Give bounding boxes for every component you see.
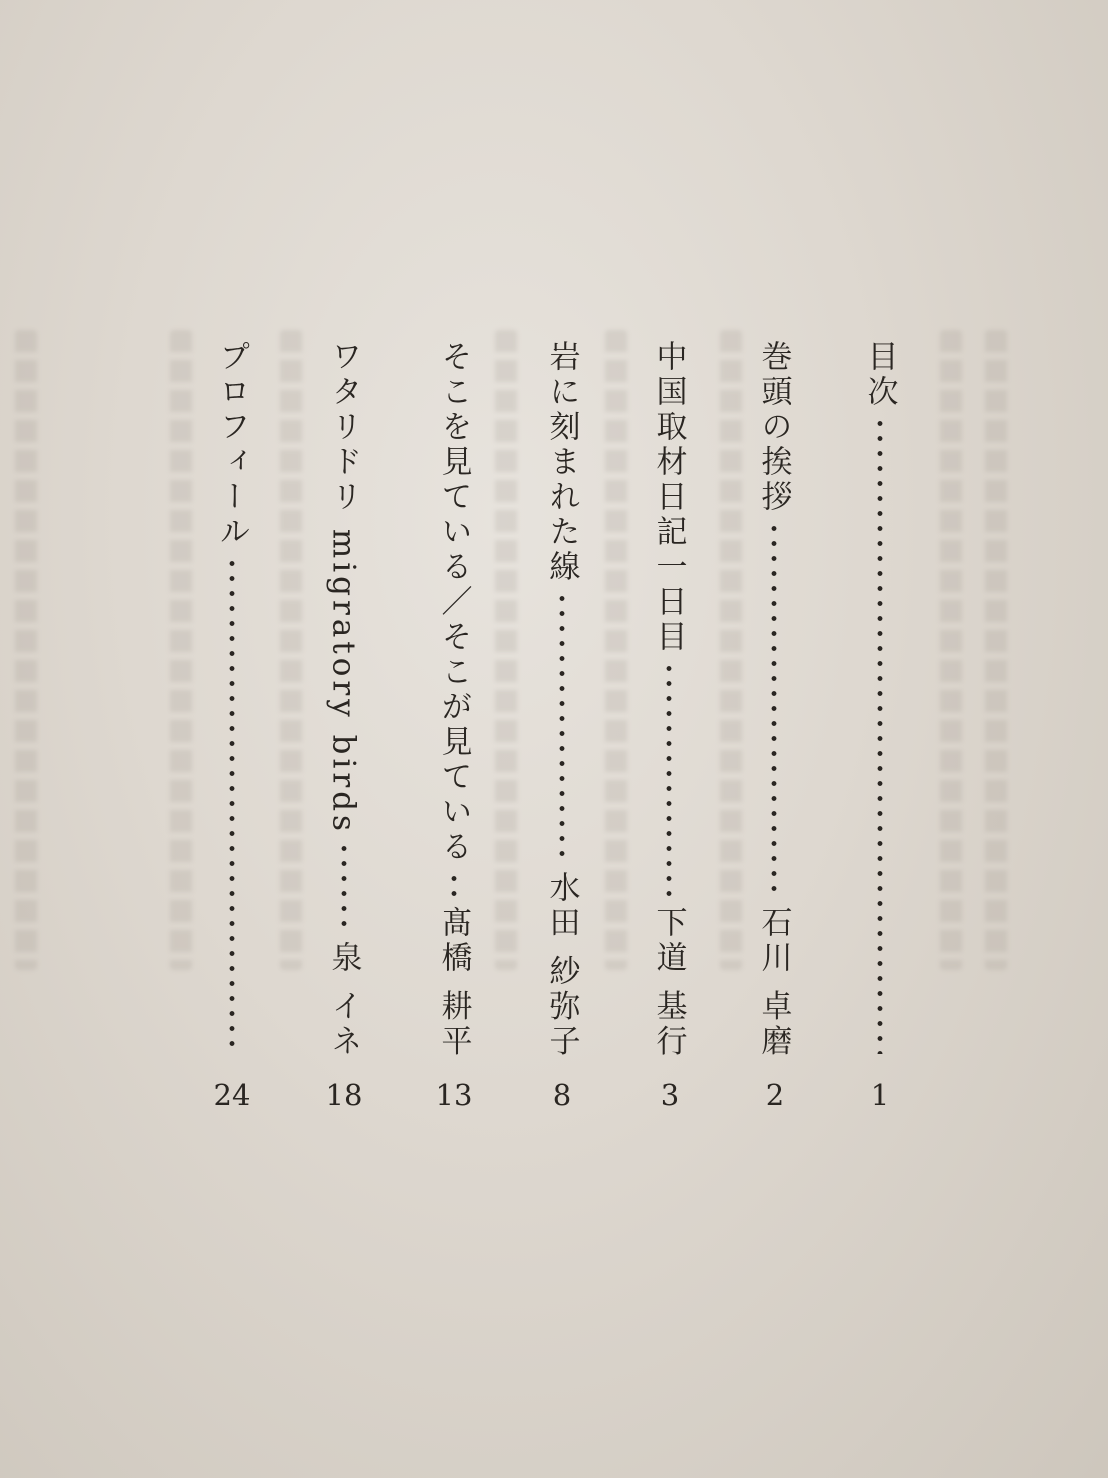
toc-entry-page: 24	[213, 1078, 251, 1112]
dot-leader	[228, 556, 236, 1054]
dot-leader	[665, 661, 673, 900]
toc-entry-title: ワタリドリ migratory birds	[325, 340, 362, 835]
toc-entry[interactable]	[322, 340, 366, 1060]
toc-entry-page: 3	[660, 1078, 680, 1112]
toc-entry-author: 髙橋 耕平	[435, 906, 472, 1060]
toc-entry-author: 泉 イネ	[325, 941, 362, 1060]
toc-entry-page: 8	[552, 1078, 572, 1112]
toc-entry[interactable]	[540, 340, 584, 1060]
toc-entry-title: そこを見ている／そこが見ている	[435, 340, 472, 865]
toc-entry-page: 13	[435, 1078, 473, 1112]
toc-entry-title: 巻頭の挨拶	[755, 340, 792, 515]
toc-heading-text: 目次	[861, 340, 898, 410]
toc-entry-author: 水田 紗弥子	[543, 871, 580, 1060]
toc-entry[interactable]	[647, 340, 691, 1060]
toc-heading-page: 1	[870, 1078, 890, 1112]
dot-leader	[770, 521, 778, 900]
toc-entry[interactable]	[752, 340, 796, 1060]
dot-leader	[558, 591, 566, 865]
toc-entry[interactable]	[210, 340, 254, 1060]
toc-entry-title: プロフィール	[213, 340, 250, 550]
toc-entry-title: 中国取材日記一日目	[650, 340, 687, 655]
dot-leader	[876, 416, 884, 1054]
toc-entry-author: 下道 基行	[650, 906, 687, 1060]
toc-entry[interactable]	[432, 340, 476, 1060]
toc-entry-author: 石川 卓磨	[755, 906, 792, 1060]
toc-entry-page: 2	[765, 1078, 785, 1112]
toc-entry-title: 岩に刻まれた線	[543, 340, 580, 585]
dot-leader	[340, 841, 348, 935]
toc-heading	[858, 340, 902, 1060]
toc-entry-page: 18	[325, 1078, 363, 1112]
dot-leader	[450, 871, 458, 900]
